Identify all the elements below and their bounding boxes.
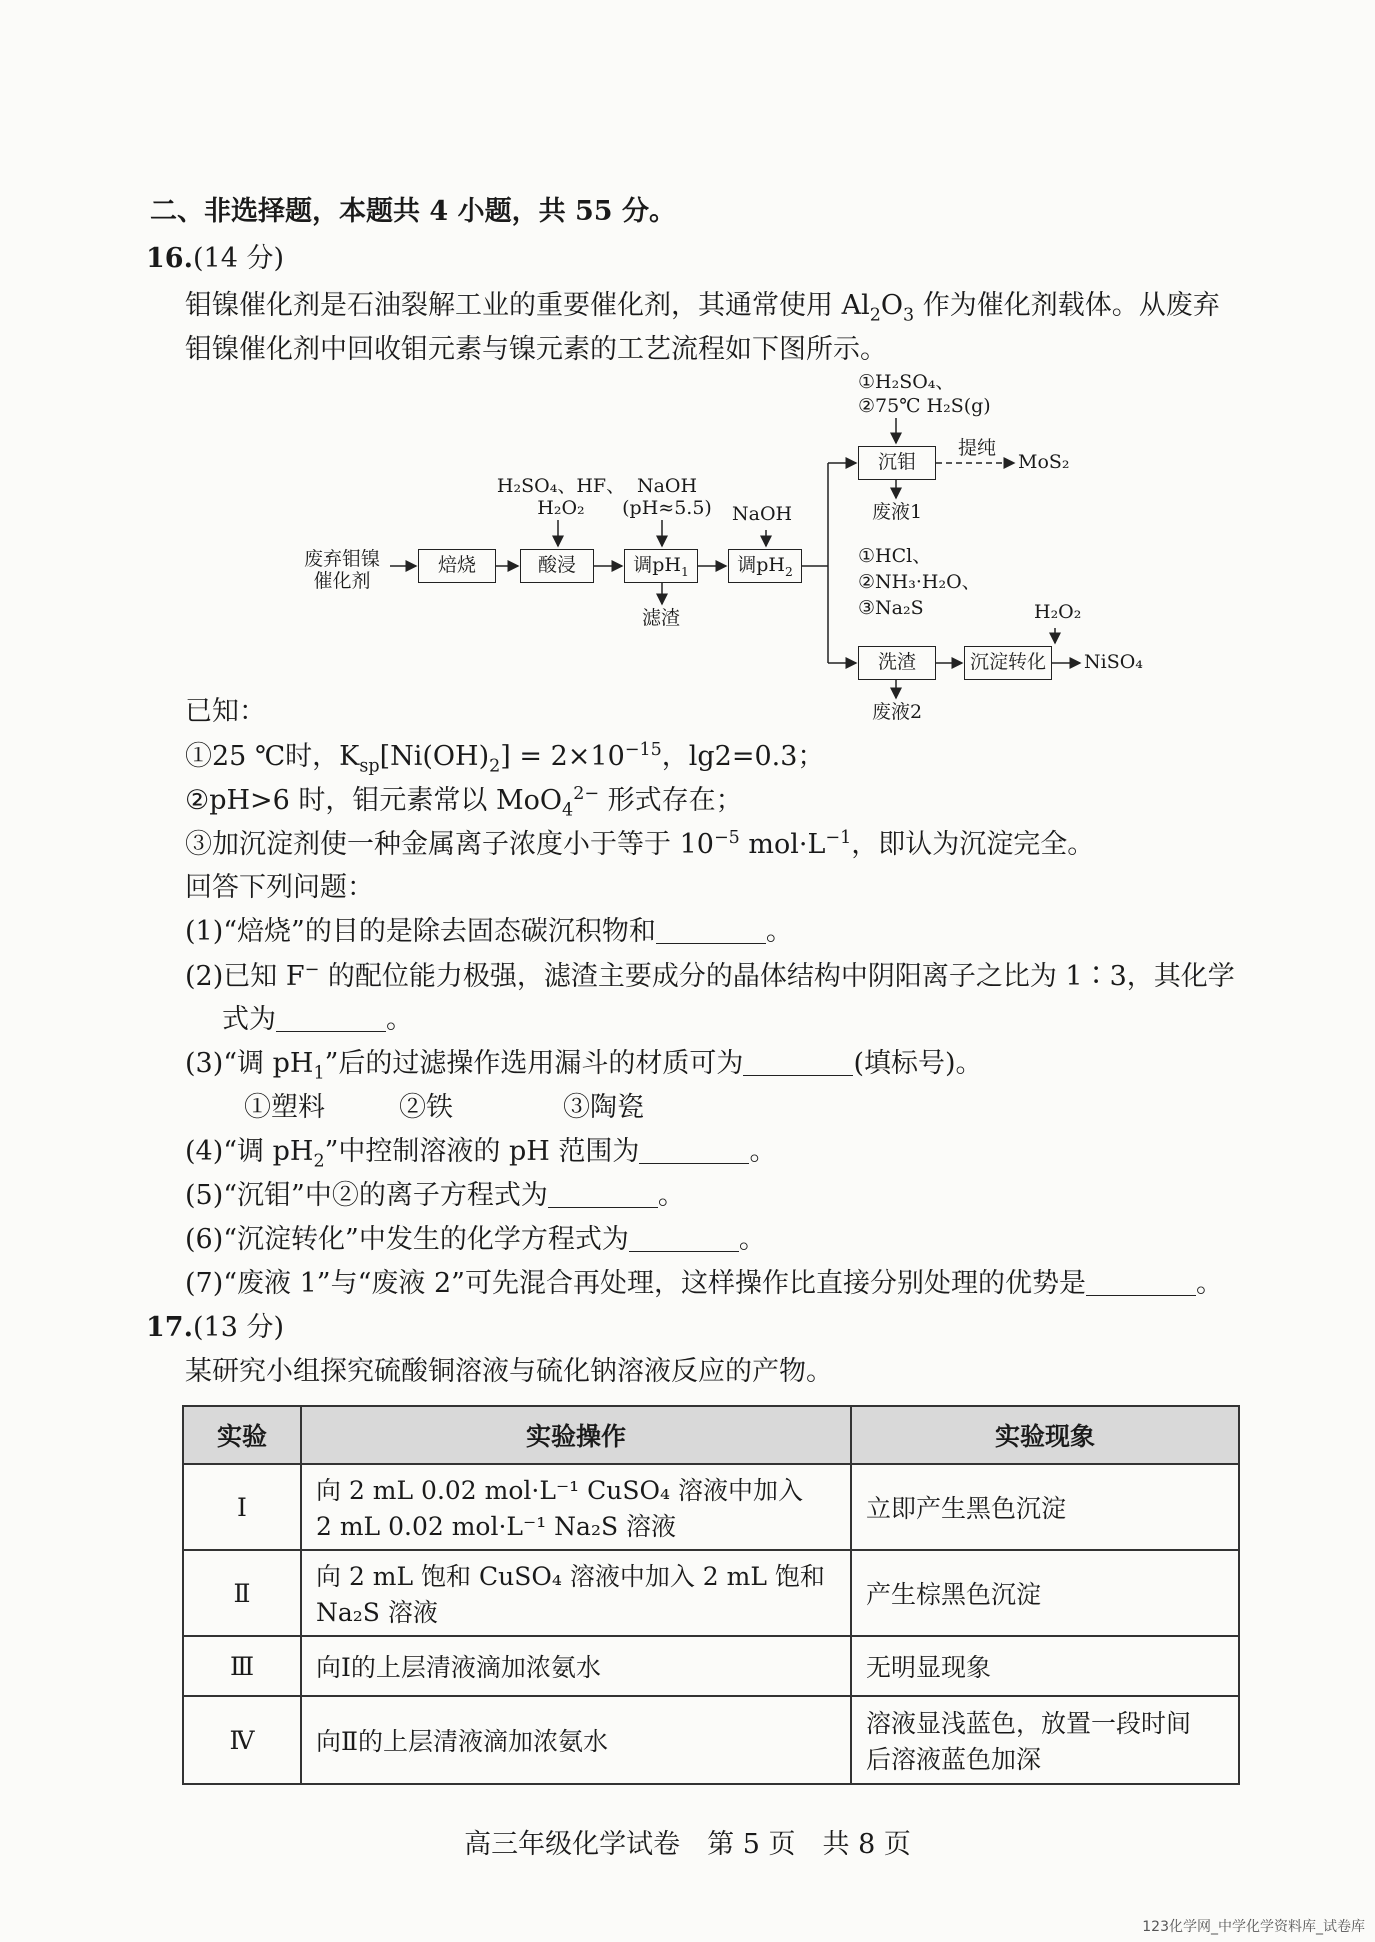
mo-reagent-2: ②75℃ H₂S(g) [858, 395, 991, 417]
watermark: 123化学网_中学化学资料库_试卷库 [1142, 1919, 1365, 1935]
col-header-operation: 实验操作 [301, 1406, 851, 1464]
ni-reagent-3: ③Na₂S [858, 597, 924, 619]
page-footer: 高三年级化学试卷 第 5 页 共 8 页 [464, 1829, 911, 1860]
answer-blank-2[interactable] [276, 1004, 386, 1032]
q16-intro-1: 钼镍催化剂是石油裂解工业的重要催化剂，其通常使用 $Al_2O_3$ 作为催化剂载体。从废弃 [185, 290, 1220, 326]
flow-box-mo-precip: 沉钼 [858, 446, 936, 480]
answer-blank-7[interactable] [1086, 1268, 1196, 1296]
filter-residue-label: 滤渣 [642, 607, 681, 629]
answer-blank-6[interactable] [629, 1224, 739, 1252]
mo-reagent-1: ①H₂SO₄、 [858, 371, 955, 393]
process-flow-diagram [300, 371, 1260, 740]
flow-box-roast: 焙烧 [418, 549, 496, 583]
answer-prompt: 回答下列问题： [185, 872, 374, 903]
row-id: Ⅱ [183, 1550, 301, 1636]
sub-question-5: (5)“沉钼”中②的离子方程式为 。 [185, 1180, 685, 1211]
row-phenomenon: 立即产生黑色沉淀 [851, 1464, 1239, 1550]
flow-box-adjust-ph2: 调$pH_2$ [728, 549, 802, 583]
row-id: Ⅰ [183, 1464, 301, 1550]
sub-question-7: (7)“废液 1”与“废液 2”可先混合再处理，这样操作比直接分别处理的优势是 。 [185, 1268, 1223, 1299]
q16-intro-2: 钼镍催化剂中回收钼元素与镍元素的工艺流程如下图所示。 [185, 334, 887, 365]
table-row [183, 1464, 1239, 1550]
col-header-phenomenon: 实验现象 [851, 1406, 1239, 1464]
row-operation: 向 2 mL 0.02 mol·L⁻¹ CuSO₄ 溶液中加入 2 mL 0.02 mol·L⁻¹ Na₂S 溶液 [301, 1464, 851, 1550]
section-title: 二、非选择题，本题共 4 小题，共 55 分。 [150, 196, 676, 227]
ni-reagent-2: ②NH₃·H₂O、 [858, 571, 981, 593]
flow-box-acid-leach: 酸浸 [520, 549, 594, 583]
answer-blank-4[interactable] [639, 1136, 749, 1164]
ni-reagent-1: ①HCl、 [858, 545, 932, 567]
row-operation: 向 2 mL 饱和 CuSO₄ 溶液中加入 2 mL 饱和 Na₂S 溶液 [301, 1550, 851, 1636]
answer-blank-3[interactable] [743, 1048, 853, 1076]
row-id: Ⅳ [183, 1696, 301, 1784]
waste-liquid-2: 废液2 [872, 701, 923, 723]
col-header-experiment: 实验 [183, 1406, 301, 1464]
flow-box-adjust-ph1: 调$pH_1$ [624, 549, 698, 583]
sub-question-4: (4)“调 $pH_2$”中控制溶液的 pH 范围为 。 [185, 1136, 777, 1172]
experiment-table [182, 1405, 1240, 1785]
row-phenomenon: 无明显现象 [851, 1636, 1239, 1696]
h2o2-reagent: H₂O₂ [1034, 601, 1082, 623]
mos2-product: MoS₂ [1018, 451, 1070, 473]
row-operation: 向Ⅱ的上层清液滴加浓氨水 [301, 1696, 851, 1784]
table-row [183, 1550, 1239, 1636]
sub-question-6: (6)“沉淀转化”中发生的化学方程式为 。 [185, 1224, 766, 1255]
table-row [183, 1636, 1239, 1696]
q16-header: 16.(14 分) [146, 243, 284, 274]
known-2: ②pH>6 时，钼元素常以 MoO$_4^{2-}$ 形式存在； [185, 784, 743, 821]
sub-question-2: (2)已知 F− 的配位能力极强，滤渣主要成分的晶体结构中阴阳离子之比为 1∶3，其化学 [185, 960, 1235, 992]
sub-question-2-cont: 式为 。 [222, 1004, 413, 1035]
purify-label: 提纯 [958, 437, 997, 459]
answer-blank-5[interactable] [548, 1180, 658, 1208]
niso4-product: NiSO₄ [1084, 651, 1143, 673]
known-3: ③加沉淀剂使一种金属离子浓度小于等于 $10^{-5}$ $mol\cdot L^{-1}$，即认为沉淀完全。 [185, 828, 1095, 860]
row-id: Ⅲ [183, 1636, 301, 1696]
flow-box-washing: 洗渣 [858, 646, 936, 680]
sub-question-3: (3)“调 $pH_1$”后的过滤操作选用漏斗的材质可为 (填标号)。 [185, 1048, 983, 1084]
flow-box-conversion: 沉淀转化 [964, 646, 1052, 680]
flow-start-label: 废弃钼镍催化剂 [303, 548, 380, 592]
reagent-acid-label: H₂SO₄、HF、H₂O₂ [496, 475, 626, 519]
q17-header: 17.(13 分) [146, 1312, 284, 1343]
row-operation: 向Ⅰ的上层清液滴加浓氨水 [301, 1636, 851, 1696]
row-phenomenon: 产生棕黑色沉淀 [851, 1550, 1239, 1636]
known-1: ①25 ℃时，$K_{sp}[Ni(OH)_2] = 2\times 10^{-15}$，lg2=0.3； [185, 740, 825, 777]
sub-question-1: (1)“焙烧”的目的是除去固态碳沉积物和 。 [185, 916, 793, 947]
waste-liquid-1: 废液1 [872, 501, 923, 523]
row-phenomenon: 溶液显浅蓝色，放置一段时间 后溶液蓝色加深 [851, 1696, 1239, 1784]
table-row [183, 1696, 1239, 1784]
q17-intro: 某研究小组探究硫酸铜溶液与硫化钠溶液反应的产物。 [185, 1356, 833, 1387]
reagent-naoh2-label: NaOH [732, 503, 793, 525]
answer-blank-1[interactable] [656, 916, 766, 944]
known-label: 已知： [185, 696, 266, 727]
sub-question-3-options: ①塑料 ②铁 ③陶瓷 [244, 1092, 644, 1123]
reagent-naoh1-label: NaOH (pH≈5.5) [622, 475, 712, 519]
table-header-row [183, 1406, 1239, 1464]
